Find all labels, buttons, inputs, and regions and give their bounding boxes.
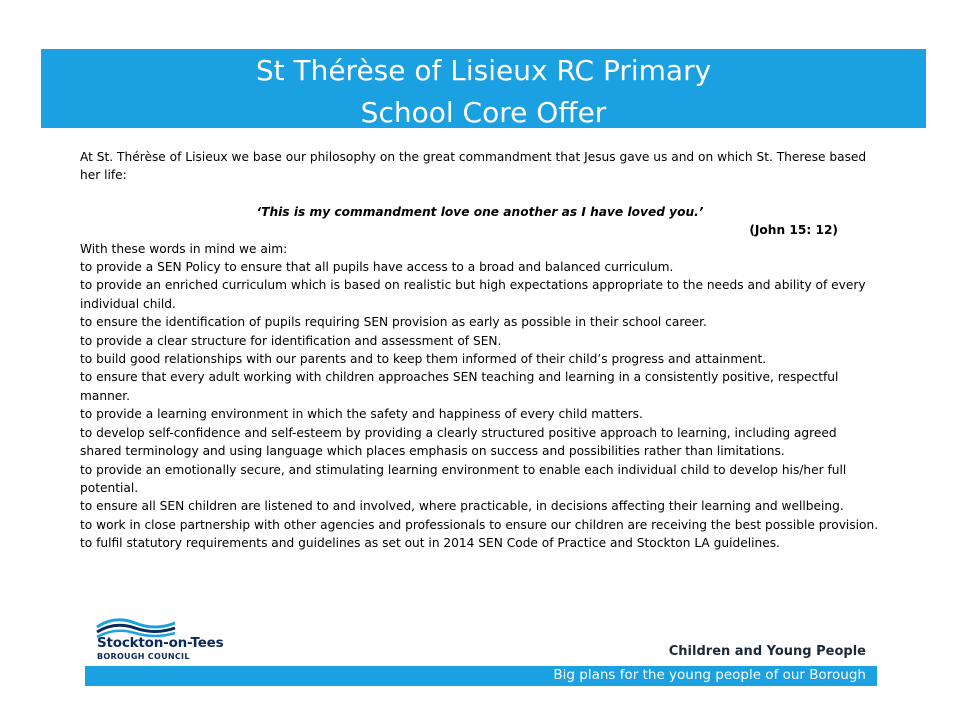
aim-item: to ensure the identification of pupils requiring SEN provision as early as possible in their school career. — [80, 315, 707, 330]
logo-subtitle: BOROUGH COUNCIL — [97, 652, 190, 661]
aim-item: to ensure all SEN children are listened to and involved, where practicable, in decisions affecting their learning and wellbeing. — [80, 499, 844, 514]
aim-item: to build good relationships with our parents and to keep them informed of their child’s progress and attainment. — [80, 352, 767, 367]
aim-item: to develop self-confidence and self-esteem by providing a clearly structured positive approach to learning, including agreed shared terminology and using language which places emphasis on success and possibilities rather than limitations. — [80, 425, 837, 459]
aim-item: to ensure that every adult working with children approaches SEN teaching and learning in a consistently positive, respectful manner. — [80, 370, 839, 403]
aim-item: to fulfil statutory requirements and guidelines as set out in 2014 SEN Code of Practice and Stockton LA guidelines. — [80, 536, 780, 551]
bible-quote: ‘This is my commandment love one another as I have loved you.’ — [256, 204, 704, 219]
aims-intro: With these words in mind we aim: — [80, 241, 288, 256]
department-name: Children and Young People — [668, 644, 866, 659]
intro-paragraph: At St. Thérèse of Lisieux we base our philosophy on the great commandment that Jesus gave us and on which St. Therese based her life: — [80, 150, 867, 183]
aim-item: to provide a learning environment in which the safety and happiness of every child matters. — [80, 407, 643, 422]
content-body — [80, 148, 880, 553]
footer-slogan: Big plans for the young people of our Borough — [553, 667, 866, 683]
aim-item: to provide a clear structure for identification and assessment of SEN. — [80, 333, 502, 348]
page-title-line1: St Thérèse of Lisieux RC Primary — [255, 54, 712, 87]
aim-item: to work in close partnership with other agencies and professionals to ensure our children are receiving the best possible provision. — [80, 517, 879, 532]
page-title-line2: School Core Offer — [360, 96, 607, 129]
aim-item: to provide an enriched curriculum which is based on realistic but high expectations appropriate to the needs and ability of every individual child. — [80, 278, 866, 311]
aim-item: to provide a SEN Policy to ensure that all pupils have access to a broad and balanced curriculum. — [80, 260, 674, 275]
logo-wordmark: Stockton-on-Tees — [97, 635, 224, 651]
spacer — [80, 185, 880, 203]
bible-reference: (John 15: 12) — [749, 223, 838, 238]
aim-item: to provide an emotionally secure, and stimulating learning environment to enable each individual child to develop his/her full potential. — [80, 462, 847, 495]
